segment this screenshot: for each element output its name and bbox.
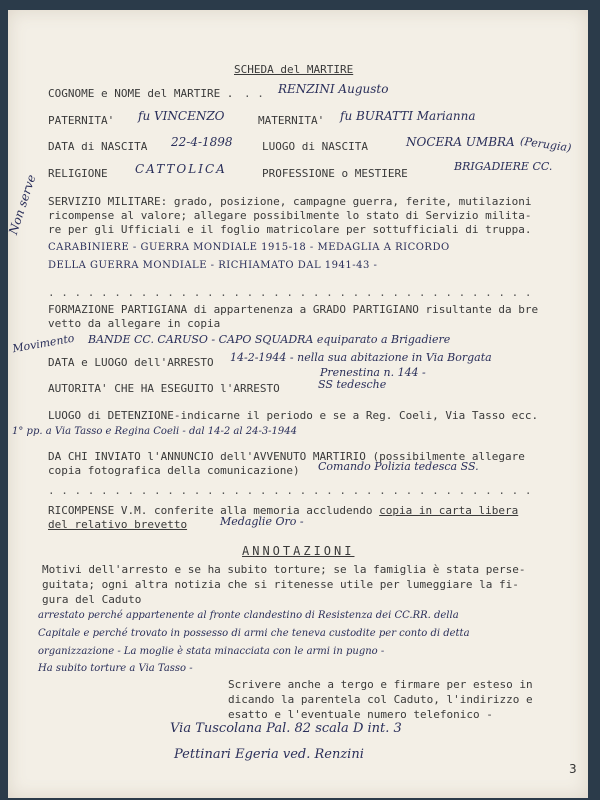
ricompense-value: Medaglie Oro - (220, 515, 304, 528)
cognome-label: COGNOME e NOME del MARTIRE . (48, 87, 234, 100)
autorita-value: SS tedesche (318, 378, 387, 391)
arresto-value-1: 14-2-1944 - nella sua abitazione in Via Borgata (230, 351, 492, 364)
luogo-nascita-note: (Perugia) (519, 134, 573, 155)
annotazioni-note-3: organizzazione - La moglie è stata minacciata con le armi in pugno - (38, 646, 385, 657)
cognome-value: RENZINI Augusto (278, 82, 389, 96)
luogo-nascita-label: LUOGO di NASCITA (262, 140, 368, 153)
arresto-value-2: Prenestina n. 144 - (320, 366, 426, 379)
servizio-line-3: re per gli Ufficiali e il foglio matricolare per sottufficiali di truppa. (48, 223, 532, 236)
annuncio-value: Comando Polizia tedesca SS. (318, 460, 479, 473)
formazione-line-2: vetto da allegare in copia (48, 317, 221, 330)
servizio-dots: . . . . . . . . . . . . . . . . . . . . . . . . . . . . . . . . . . . . . (48, 286, 532, 299)
ricompense-line-2: del relativo brevetto (48, 518, 188, 531)
annotazioni-note-1: arrestato perché appartenente al fronte clandestino di Resistenza dei CC.RR. della (38, 610, 459, 621)
signature: Pettinari Egeria ved. Renzini (174, 747, 364, 762)
footer-line-1: Scrivere anche a tergo e firmare per esteso in (228, 678, 533, 691)
ricompense-line-1: RICOMPENSE V.M. conferite alla memoria accludendo (48, 504, 373, 517)
maternita-label: MATERNITA' (258, 114, 325, 127)
maternita-value: fu BURATTI Marianna (340, 109, 476, 123)
nascita-label: DATA di NASCITA (48, 140, 148, 153)
servizio-value-1: CARABINIERE - GUERRA MONDIALE 1915-18 - MEDAGLIA A RICORDO (48, 242, 450, 253)
formazione-value: BANDE CC. CARUSO - CAPO SQUADRA equiparato a Brigadiere (88, 333, 451, 346)
luogo-nascita-value: NOCERA UMBRA (406, 135, 515, 149)
servizio-margin-note: Non serve (6, 172, 39, 237)
annotazioni-title: ANNOTAZIONI (242, 544, 355, 558)
annotazioni-note-2: Capitale e perché trovato in possesso di armi che teneva custodite per conto di detta (38, 628, 470, 639)
arresto-label: DATA e LUOGO dell'ARRESTO (48, 356, 214, 369)
professione-value: BRIGADIERE CC. (454, 160, 553, 173)
cognome-dots: . . (244, 87, 264, 100)
annotazioni-intro-3: gura del Caduto (42, 593, 142, 606)
annuncio-line-2: copia fotografica della comunicazione) (48, 464, 300, 477)
annuncio-line-1: DA CHI INVIATO l'ANNUNCIO dell'AVVENUTO MARTIRIO (possibilmente allegare (48, 450, 525, 463)
autorita-label: AUTORITA' CHE HA ESEGUITO l'ARRESTO (48, 382, 280, 395)
annotazioni-note-4: Ha subito torture a Via Tasso - (38, 663, 193, 674)
servizio-value-2: DELLA GUERRA MONDIALE - RICHIAMATO DAL 1941-43 - (48, 260, 378, 271)
annotazioni-intro-2: guitata; ogni altra notizia che si ritenesse utile per lumeggiare la fi- (42, 578, 519, 591)
detenzione-label: LUOGO di DETENZIONE-indicarne il periodo e se a Reg. Coeli, Via Tasso ecc. (48, 409, 539, 422)
nascita-value: 22-4-1898 (171, 135, 233, 149)
religione-value: CATTOLICA (135, 162, 227, 176)
paternita-label: PATERNITA' (48, 114, 115, 127)
ricompense-underlined-1: copia in carta libera (379, 504, 519, 517)
religione-label: RELIGIONE (48, 167, 108, 180)
footer-line-3: esatto e l'eventuale numero telefonico - (228, 708, 493, 721)
footer-line-2: dicando la parentela col Caduto, l'indirizzo e (228, 693, 533, 706)
document-sheet (8, 10, 588, 798)
page-number: 3 (569, 762, 577, 776)
professione-label: PROFESSIONE o MESTIERE (262, 167, 408, 180)
formazione-line-1: FORMAZIONE PARTIGIANA di appartenenza a GRADO PARTIGIANO risultante da bre (48, 303, 539, 316)
address: Via Tuscolana Pal. 82 scala D int. 3 (170, 721, 402, 736)
formazione-margin-note: Movimento (11, 331, 76, 356)
servizio-line-2: ricompense al valore; allegare possibilmente lo stato di Servizio milita- (48, 209, 532, 222)
annuncio-dots: . . . . . . . . . . . . . . . . . . . . . . . . . . . . . . . . . . . . . (48, 484, 532, 497)
servizio-line-1: SERVIZIO MILITARE: grado, posizione, campagne guerra, ferite, mutilazioni (48, 195, 532, 208)
paternita-value: fu VINCENZO (138, 109, 225, 123)
detenzione-value: 1° pp. a Via Tasso e Regina Coeli - dal 14-2 al 24-3-1944 (12, 426, 298, 437)
annotazioni-intro-1: Motivi dell'arresto e se ha subito torture; se la famiglia è stata perse- (42, 563, 526, 576)
page-title: SCHEDA del MARTIRE (234, 63, 354, 76)
